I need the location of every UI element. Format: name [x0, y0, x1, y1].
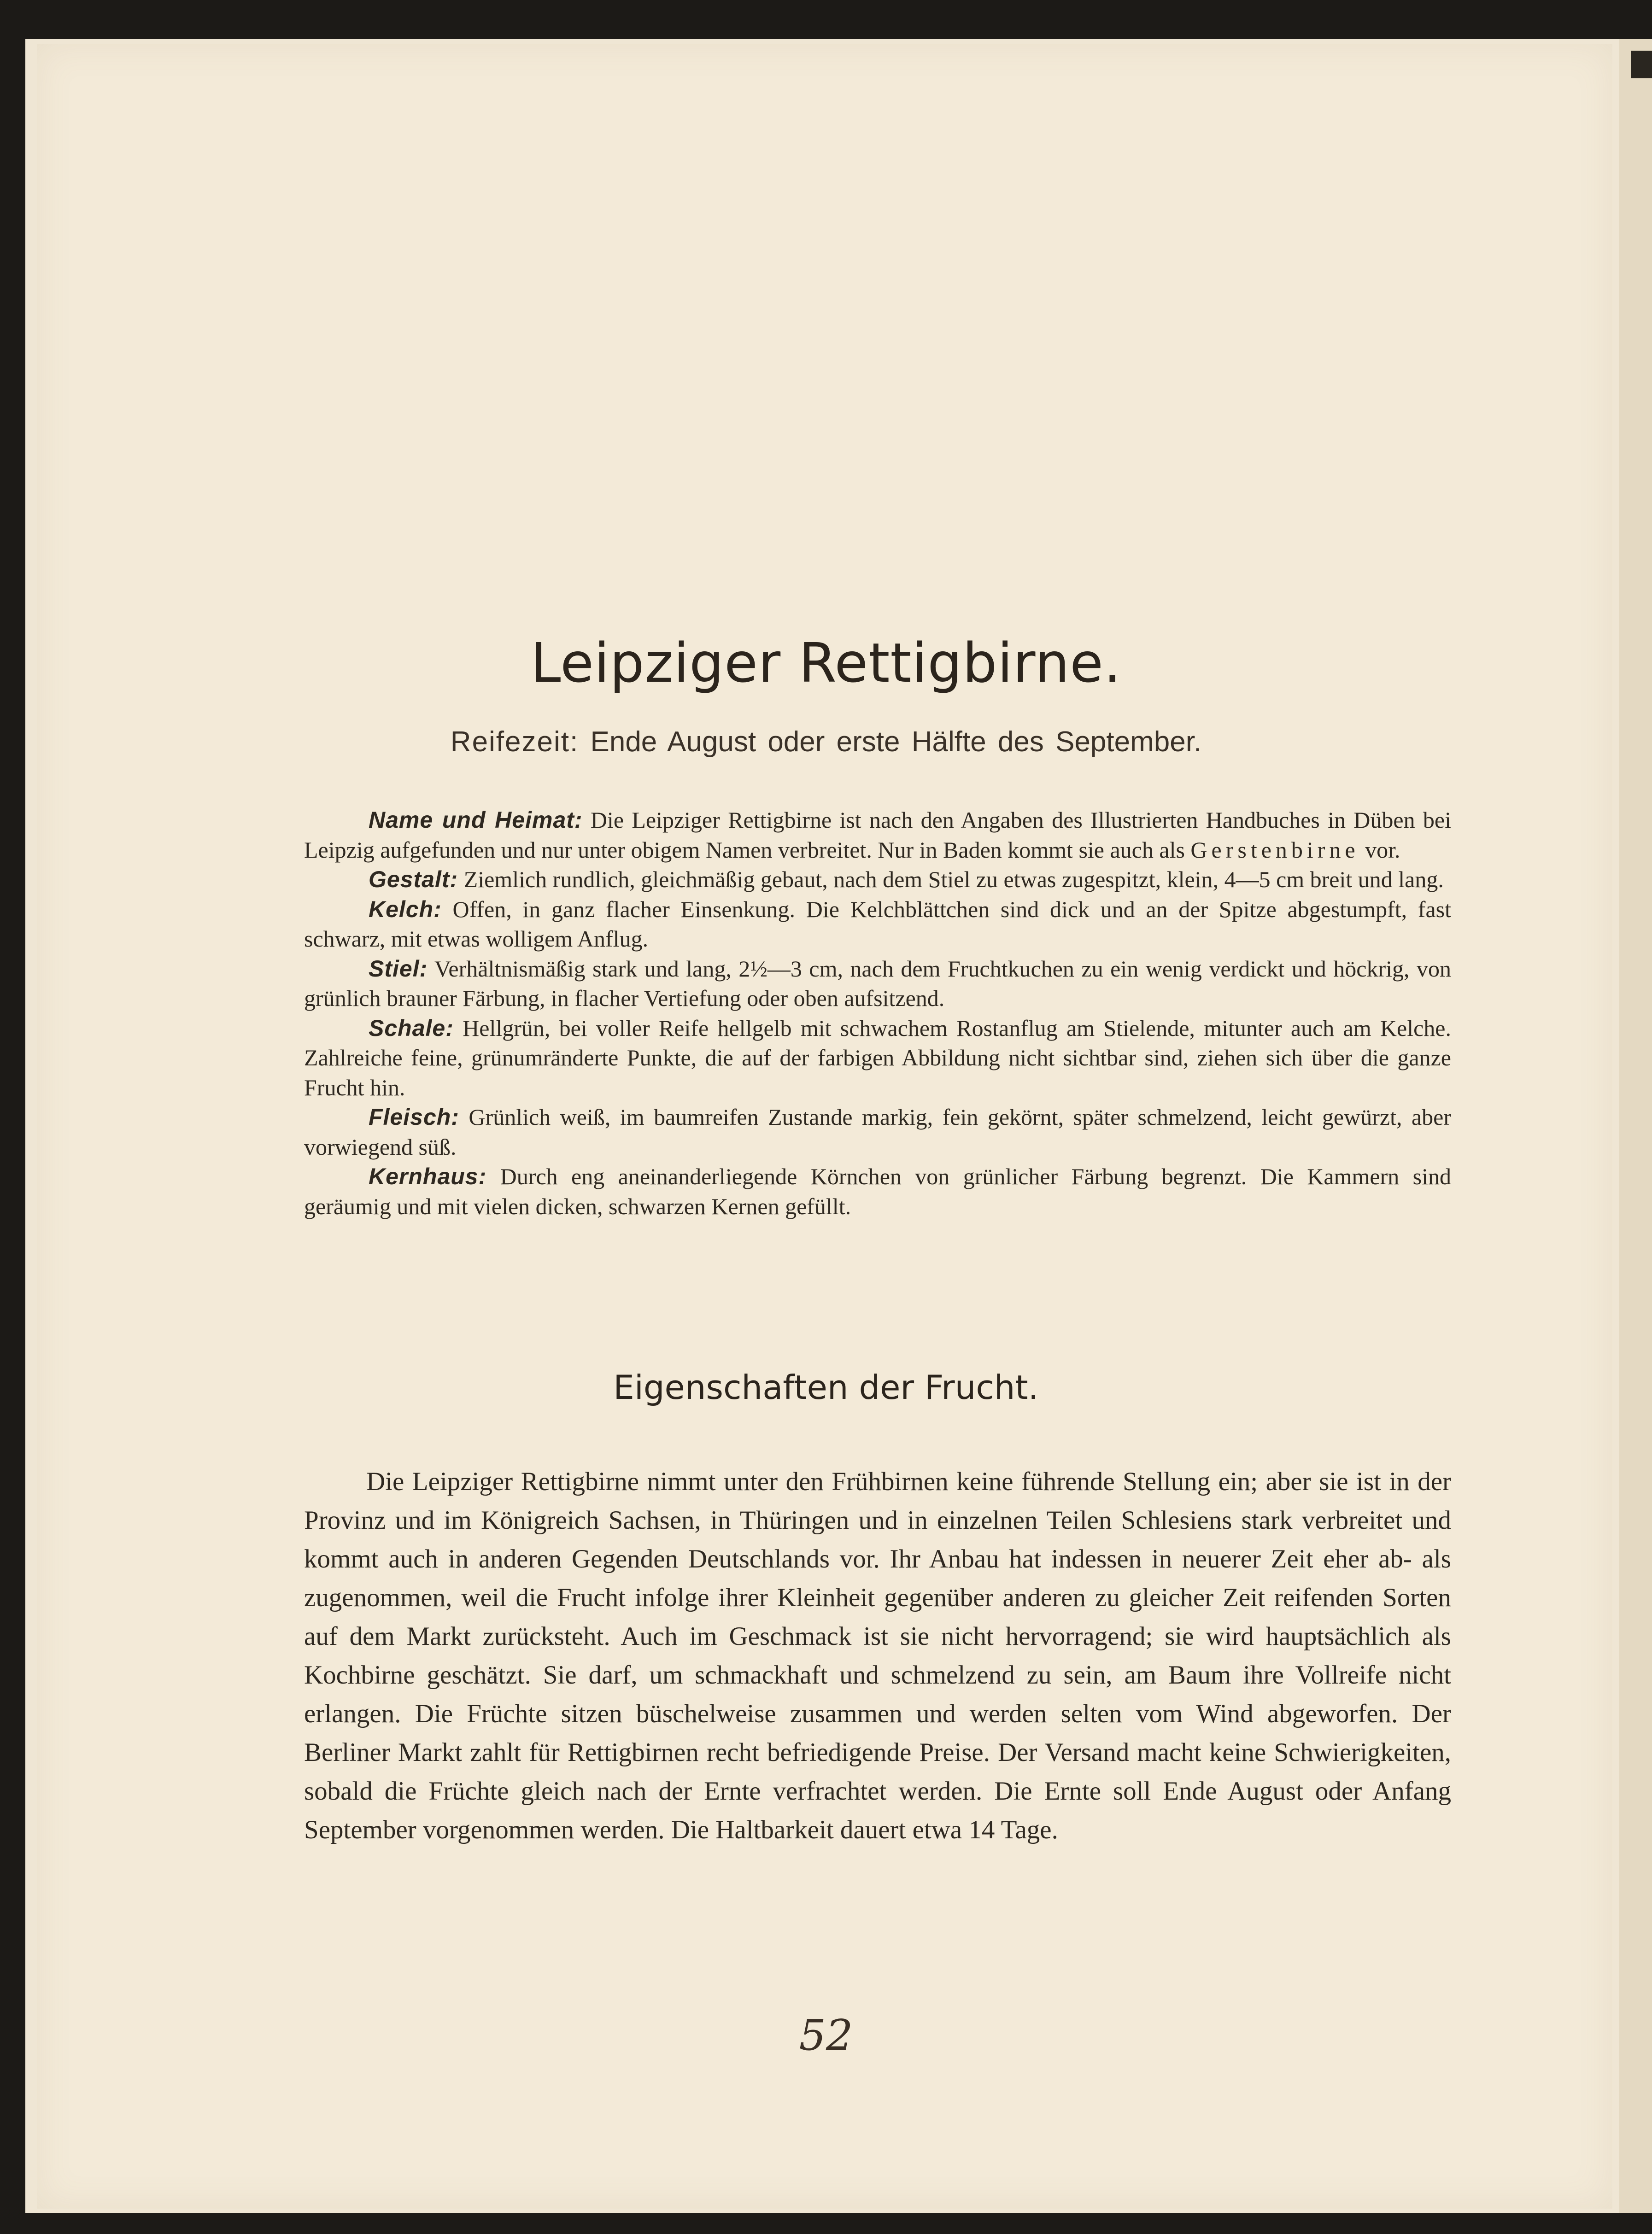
ripening-value: Ende August oder erste Hälfte des September. — [590, 726, 1202, 758]
description-text: vor. — [1359, 836, 1400, 863]
description-text: Hellgrün, bei voller Reife hellgelb mit schwachem Rostanflug am Stielende, mitunter auch am Kelche. Zahlreiche feine, grünumränderte Punkte, die auf der farbigen Abbildung nicht sichtbar sind, ziehen sich über die ganze Frucht hin. — [304, 1015, 1451, 1100]
description-text: Offen, in ganz flacher Einsenkung. Die Kelchblättchen sind dick und an der Spitze abgestumpft, fast schwarz, mit etwas wolligem Anflug. — [304, 896, 1451, 952]
description-key: Gestalt: — [369, 866, 458, 892]
description-text: Die Leipziger Rettigbirne ist nach den Angaben des Illustrierten Handbuches in Düben bei Leipzig aufgefunden und nur unter obigem Namen verbreitet. Nur in Baden kommt sie auch als — [304, 807, 1451, 863]
description-text: Ziemlich rundlich, gleichmäßig gebaut, nach dem Stiel zu etwas zugespitzt, klein, 4—5 cm breit und lang. — [458, 866, 1444, 892]
description-block — [304, 805, 1451, 1221]
section-body — [304, 1462, 1451, 1849]
description-paragraph-kelch — [304, 895, 1451, 954]
description-paragraph-name — [304, 805, 1451, 865]
description-paragraph-stiel — [304, 954, 1451, 1013]
description-paragraph-schale — [304, 1013, 1451, 1103]
section-paragraph: Die Leipziger Rettigbirne nimmt unter den Frühbirnen keine führende Stellung ein; aber sie ist in der Provinz und im Königreich Sachsen, in Thüringen und in einzelnen Teilen Schlesiens stark verbreitet und kommt auch in anderen Gegenden Deutschlands vor. Ihr Anbau hat indessen in neuerer Zeit eher ab- als zugenommen, weil die Frucht infolge ihrer Kleinheit gegenüber anderen zu gleicher Zeit reifenden Sorten auf dem Markt zurücksteht. Auch im Geschmack ist sie nicht hervorragend; sie wird hauptsächlich als Kochbirne geschätzt. Sie darf, um schmackhaft und schmelzend zu sein, am Baum ihre Vollreife nicht erlangen. Die Früchte sitzen büschelweise zusammen und werden selten vom Wind abgeworfen. Der Berliner Markt zahlt für Rettigbirnen recht befriedigende Preise. Der Versand macht keine Schwierigkeiten, sobald die Früchte gleich nach der Ernte verfrachtet werden. Die Ernte soll Ende August oder Anfang September vorgenommen werden. Die Haltbarkeit dauert etwa 14 Tage. — [304, 1467, 1451, 1844]
description-key: Stiel: — [369, 955, 428, 982]
ripening-label: Reifezeit: — [450, 726, 579, 758]
binding-corner — [1631, 51, 1652, 78]
description-paragraph-gestalt — [304, 865, 1451, 895]
description-key: Name und Heimat: — [369, 807, 583, 833]
binding-strip — [1619, 39, 1652, 2213]
description-key: Schale: — [369, 1015, 454, 1041]
description-paragraph-kernhaus — [304, 1162, 1451, 1221]
page-number: 52 — [799, 2011, 853, 2060]
description-text: Verhältnismäßig stark und lang, 2½—3 cm, nach dem Fruchtkuchen zu ein wenig verdickt und höckrig, von grünlich brauner Färbung, in flacher Vertiefung oder oben aufsitzend. — [304, 955, 1451, 1011]
description-text: Grünlich weiß, im baumreifen Zustande markig, fein gekörnt, später schmelzend, leicht gewürzt, aber vorwiegend süß. — [304, 1104, 1451, 1160]
description-text: Durch eng aneinanderliegende Körnchen von grünlicher Färbung begrenzt. Die Kammern sind geräumig und mit vielen dicken, schwarzen Kernen gefüllt. — [304, 1164, 1451, 1219]
page-title: Leipziger Rettigbirne. — [530, 631, 1122, 695]
description-spaced-name: Gerstenbirne — [1190, 836, 1359, 863]
description-paragraph-fleisch — [304, 1102, 1451, 1162]
description-key: Kernhaus: — [369, 1164, 487, 1189]
section-heading: Eigenschaften der Frucht. — [613, 1368, 1039, 1407]
description-key: Fleisch: — [369, 1104, 459, 1130]
description-key: Kelch: — [369, 896, 442, 922]
ripening-line — [0, 725, 1652, 758]
